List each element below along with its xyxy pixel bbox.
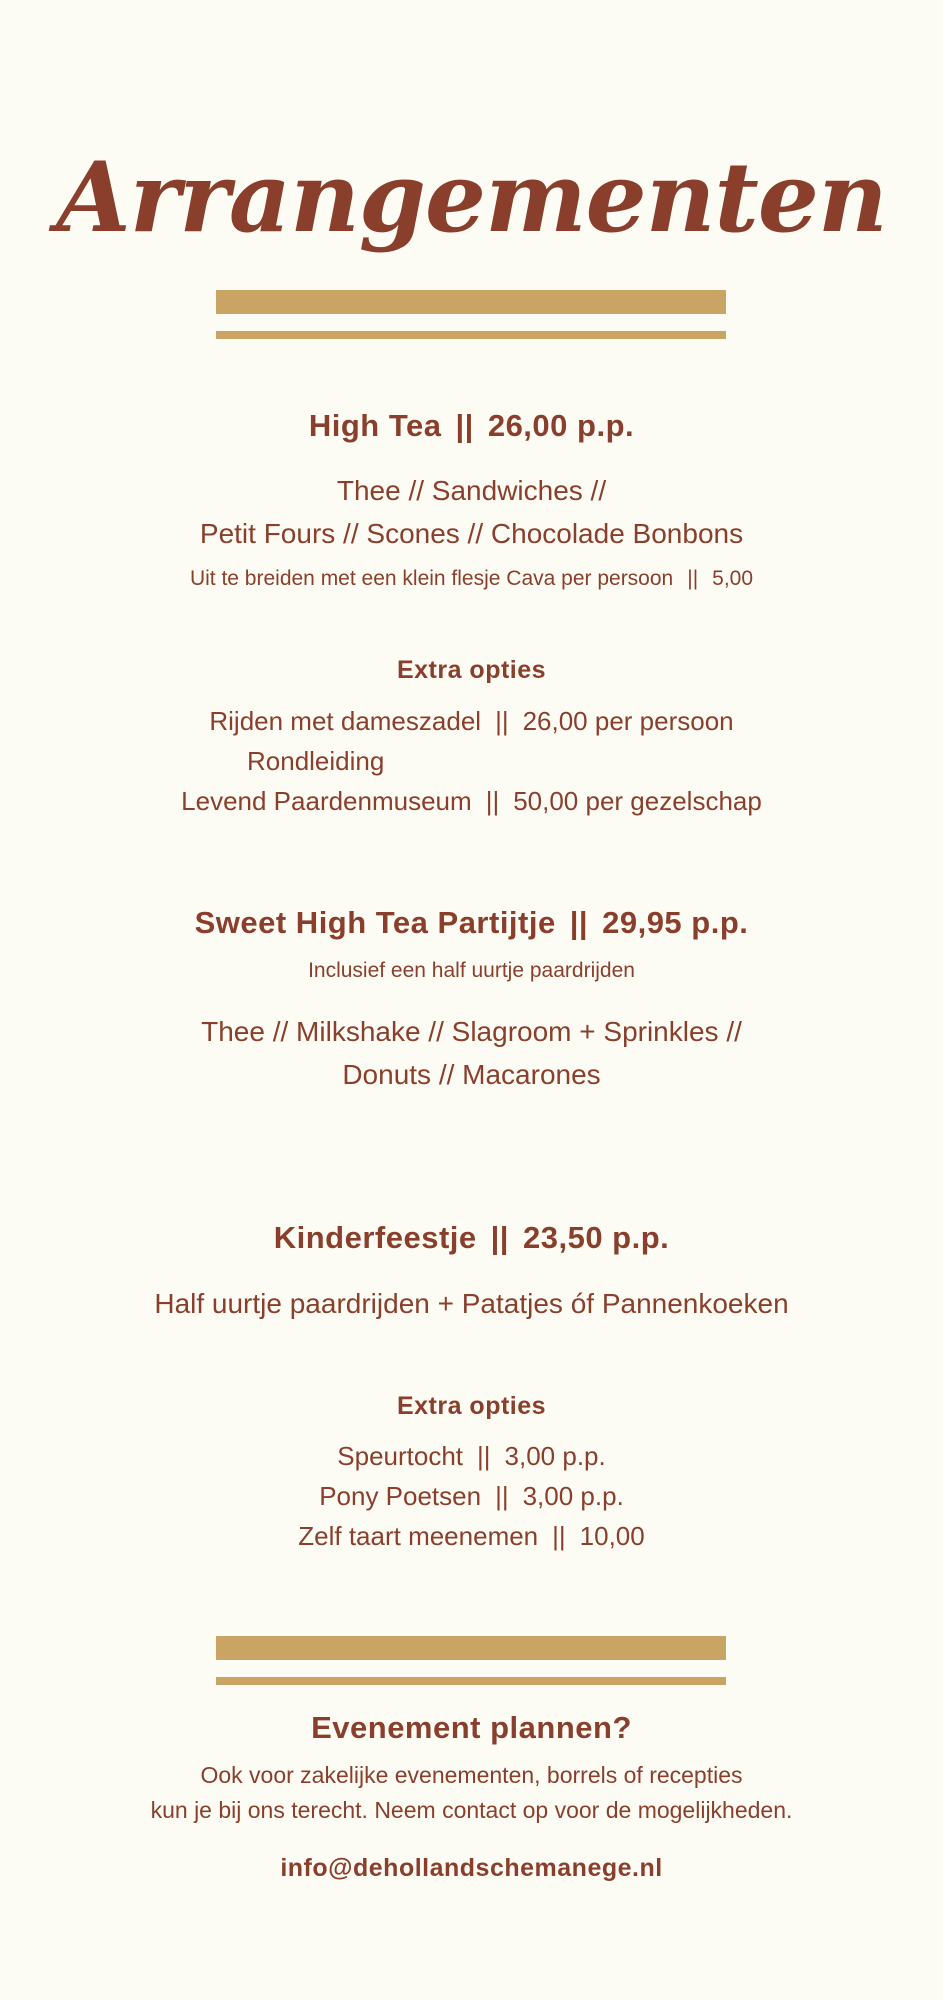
kinderfeestje-extra-item bbox=[0, 1481, 943, 1512]
kinderfeestje-extras-heading: Extra opties bbox=[396, 1392, 547, 1420]
high-tea-extras-heading: Extra opties bbox=[396, 656, 547, 684]
sweet-high-tea-price: 29,95 p.p. bbox=[602, 905, 749, 940]
title-divider-thin bbox=[216, 331, 726, 339]
extra-label: Speurtocht bbox=[337, 1441, 464, 1471]
separator: || bbox=[477, 1441, 491, 1471]
page-title: Arrangementen bbox=[56, 141, 887, 254]
separator: || bbox=[552, 1521, 566, 1551]
extra-price: 3,00 p.p. bbox=[522, 1481, 624, 1511]
high-tea-line-2: Petit Fours // Scones // Chocolade Bonbons bbox=[199, 518, 744, 549]
high-tea-extra-item bbox=[247, 746, 384, 777]
event-line-2: kun je bij ons terecht. Neem contact op voor de mogelijkheden. bbox=[150, 1797, 793, 1823]
high-tea-line-1: Thee // Sandwiches // bbox=[336, 475, 607, 506]
high-tea-heading bbox=[0, 408, 943, 444]
high-tea-extension-price: 5,00 bbox=[712, 567, 754, 590]
sweet-high-tea-line-1: Thee // Milkshake // Slagroom + Sprinkles // bbox=[201, 1016, 742, 1047]
sweet-high-tea-heading bbox=[0, 905, 943, 941]
separator: || bbox=[495, 1481, 509, 1511]
footer-divider-thick bbox=[216, 1636, 726, 1660]
extra-label: Rondleiding bbox=[247, 746, 385, 776]
high-tea-extra-item bbox=[0, 706, 943, 737]
high-tea-extra-item bbox=[0, 786, 943, 817]
high-tea-name: High Tea bbox=[308, 408, 442, 443]
extra-price: 3,00 p.p. bbox=[504, 1441, 606, 1471]
event-heading: Evenement plannen? bbox=[311, 1710, 632, 1745]
extra-price: 50,00 per gezelschap bbox=[513, 786, 762, 816]
extra-label: Rijden met dameszadel bbox=[209, 706, 482, 736]
footer-divider-thin bbox=[216, 1677, 726, 1685]
extra-label: Zelf taart meenemen bbox=[298, 1521, 539, 1551]
separator: || bbox=[490, 1220, 509, 1255]
high-tea-extension bbox=[0, 567, 943, 591]
separator: || bbox=[687, 567, 699, 590]
kinderfeestje-heading bbox=[0, 1220, 943, 1256]
kinderfeestje-price: 23,50 p.p. bbox=[522, 1220, 670, 1255]
high-tea-price: 26,00 p.p. bbox=[487, 408, 635, 443]
extra-label: Levend Paardenmuseum bbox=[181, 786, 472, 816]
sweet-high-tea-name: Sweet High Tea Partijtje bbox=[194, 905, 556, 940]
kinderfeestje-line-1: Half uurtje paardrijden + Patatjes óf Pannenkoeken bbox=[154, 1288, 789, 1319]
kinderfeestje-name: Kinderfeestje bbox=[273, 1220, 477, 1255]
extra-price: 26,00 per persoon bbox=[522, 706, 734, 736]
kinderfeestje-extra-item bbox=[0, 1521, 943, 1552]
contact-email-link[interactable]: info@dehollandschemanege.nl bbox=[280, 1854, 663, 1882]
high-tea-extension-text: Uit te breiden met een klein flesje Cava per persoon bbox=[189, 567, 674, 590]
separator: || bbox=[495, 706, 509, 736]
sweet-high-tea-note: Inclusief een half uurtje paardrijden bbox=[308, 959, 635, 982]
extra-price: 10,00 bbox=[579, 1521, 645, 1551]
sweet-high-tea-line-2: Donuts // Macarones bbox=[342, 1059, 601, 1090]
separator: || bbox=[455, 408, 474, 443]
separator: || bbox=[485, 786, 500, 816]
event-line-1: Ook voor zakelijke evenementen, borrels of recepties bbox=[200, 1762, 743, 1788]
extra-label: Pony Poetsen bbox=[319, 1481, 482, 1511]
title-divider-thick bbox=[216, 290, 726, 314]
kinderfeestje-extra-item bbox=[0, 1441, 943, 1472]
separator: || bbox=[569, 905, 589, 940]
